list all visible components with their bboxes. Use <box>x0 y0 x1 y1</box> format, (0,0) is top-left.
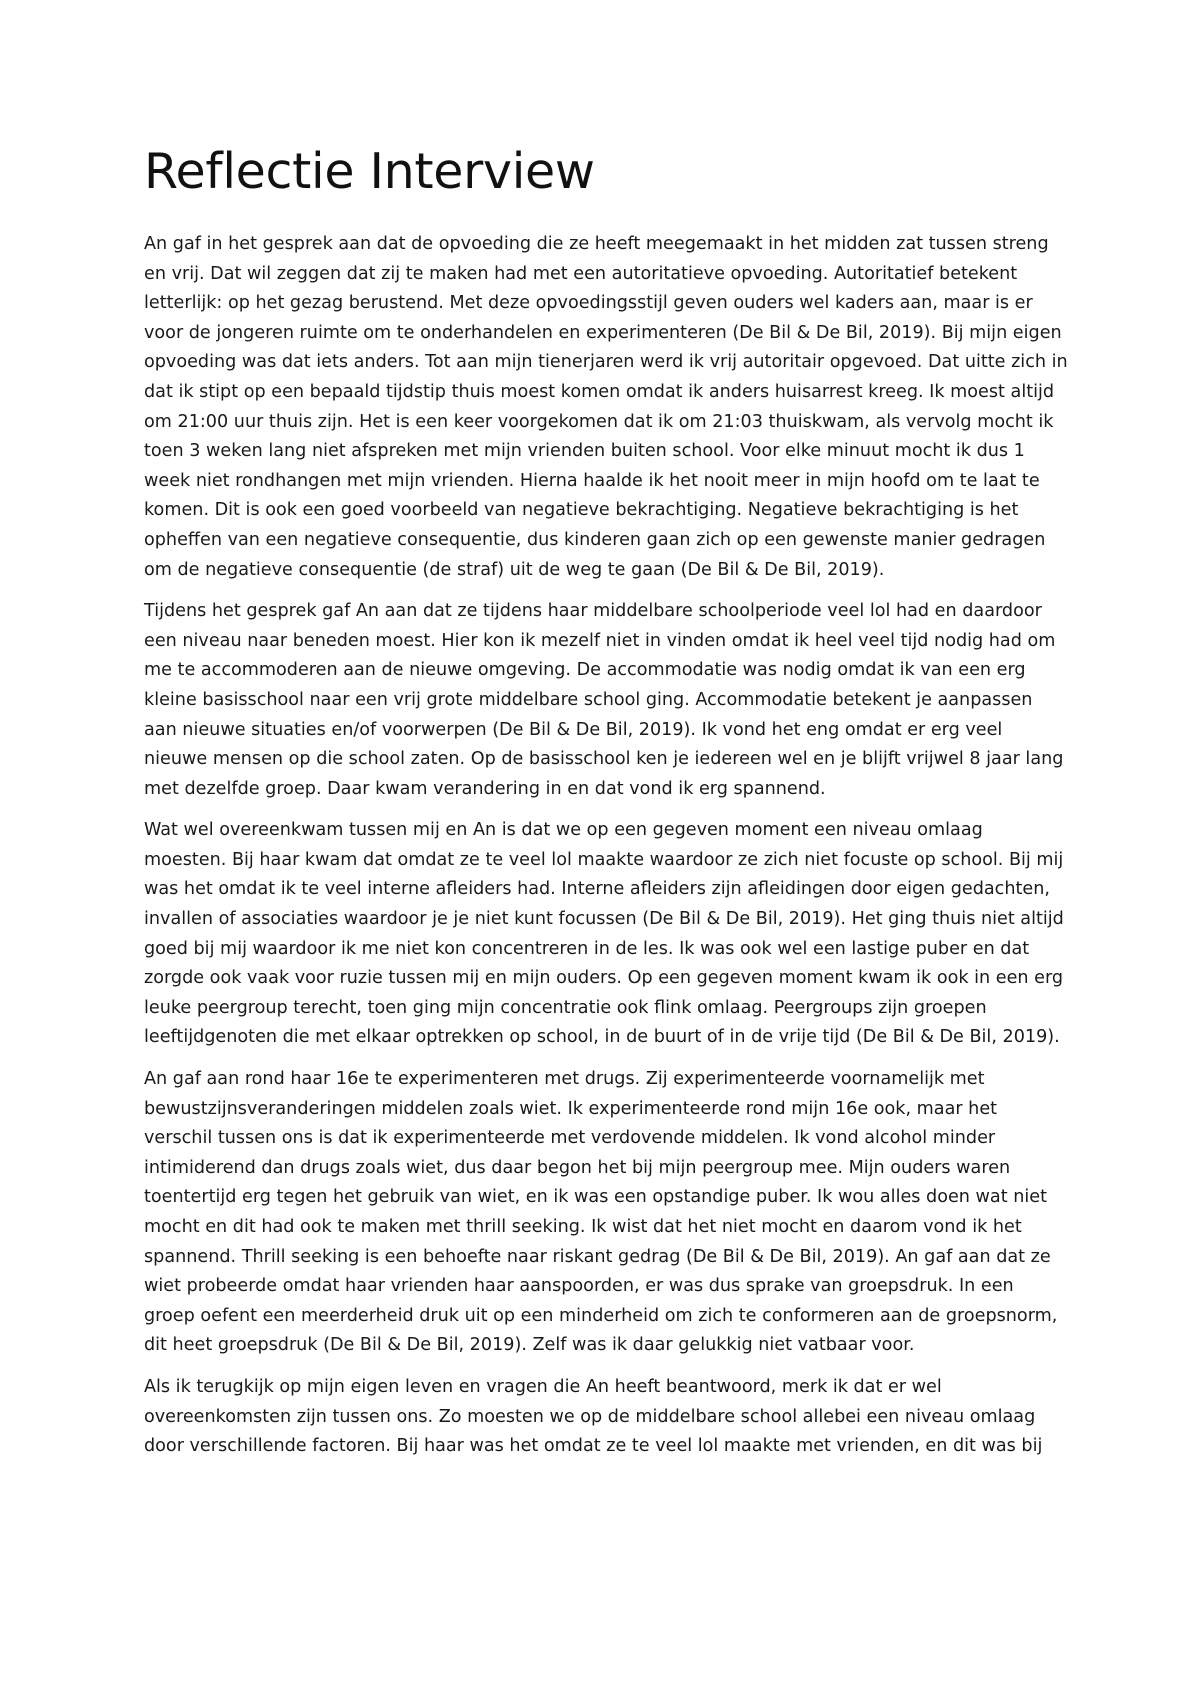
paragraph-reflection: Als ik terugkijk op mijn eigen leven en vragen die An heeft beantwoord, merk ik dat er wel overeenkomsten zijn tussen ons. Zo moesten we op de middelbare school allebei een niveau omlaag door verschillende factoren. Bij haar was het omdat ze te veel lol maakte met vrienden, en dit was bij <box>144 1376 1043 1457</box>
paragraph-upbringing: An gaf in het gesprek aan dat de opvoeding die ze heeft meegemaakt in het midden zat tussen streng en vrij. Dat wil zeggen dat zij te maken had met een autoritatieve opvoeding. Autoritatief betekent letterlijk: op het gezag berustend. Met deze opvoedingsstijl geven ouders wel kaders aan, maar is er voor de jongeren ruimte om te onderhandelen en experimenteren (De Bil & De Bil, 2019). Bij mijn eigen opvoeding was dat iets anders. Tot aan mijn tienerjaren werd ik vrij autoritair opgevoed. Dat uitte zich in dat ik stipt op een bepaald tijdstip thuis moest komen omdat ik anders huisarrest kreeg. Ik moest altijd om 21:00 uur thuis zijn. Het is een keer voorgekomen dat ik om 21:03 thuiskwam, als vervolg mocht ik toen 3 weken lang niet afspreken met mijn vrienden buiten school. Voor elke minuut mocht ik dus 1 week niet rondhangen met mijn vrienden. Hierna haalde ik het nooit meer in mijn hoofd om te laat te komen. Dit is ook een goed voorbeeld van negatieve bekrachtiging. Negatieve bekrachtiging is het opheffen van een negatieve consequentie, dus kinderen gaan zich op een gewenste manier gedragen om de negatieve consequentie (de straf) uit de weg te gaan (De Bil & De Bil, 2019). <box>144 234 1068 580</box>
paragraph-school-period: Tijdens het gesprek gaf An aan dat ze tijdens haar middelbare schoolperiode veel lol had en daardoor een niveau naar beneden moest. Hier kon ik mezelf niet in vinden omdat ik heel veel tijd nodig had om me te accommoderen aan de nieuwe omgeving. De accommodatie was nodig omdat ik van een erg kleine basisschool naar een vrij grote middelbare school ging. Accommodatie betekent je aanpassen aan nieuwe situaties en/of voorwerpen (De Bil & De Bil, 2019). Ik vond het eng omdat er erg veel nieuwe mensen op die school zaten. Op de basisschool ken je iedereen wel en je blijft vrijwel 8 jaar lang met dezelfde groep. Daar kwam verandering in en dat vond ik erg spannend. <box>144 601 1064 799</box>
paragraph-level-down: Wat wel overeenkwam tussen mij en An is dat we op een gegeven moment een niveau omlaag moesten. Bij haar kwam dat omdat ze te veel lol maakte waardoor ze zich niet focuste op school. Bij mij was het omdat ik te veel interne afleiders had. Interne afleiders zijn afleidingen door eigen gedachten, invallen of associaties waardoor je je niet kunt focussen (De Bil & De Bil, 2019). Het ging thuis niet altijd goed bij mij waardoor ik me niet kon concentreren in de les. Ik was ook wel een lastige puber en dat zorgde ook vaak voor ruzie tussen mij en mijn ouders. Op een gegeven moment kwam ik ook in een erg leuke peergroup terecht, toen ging mijn concentratie ook flink omlaag. Peergroups zijn groepen leeftijdgenoten die met elkaar optrekken op school, in de buurt of in de vrije tijd (De Bil & De Bil, 2019). <box>144 820 1064 1048</box>
document-title: Reflectie Interview <box>144 143 595 200</box>
paragraph-experimenting: An gaf aan rond haar 16e te experimenteren met drugs. Zij experimenteerde voornamelijk met bewustzijnsveranderingen middelen zoals wiet. Ik experimenteerde rond mijn 16e ook, maar het verschil tussen ons is dat ik experimenteerde met verdovende middelen. Ik vond alcohol minder intimiderend dan drugs zoals wiet, dus daar begon het bij mijn peergroup mee. Mijn ouders waren toentertijd erg tegen het gebruik van wiet, en ik was een opstandige puber. Ik wou alles doen wat niet mocht en dit had ook te maken met thrill seeking. Ik wist dat het niet mocht en daarom vond ik het spannend. Thrill seeking is een behoefte naar riskant gedrag (De Bil & De Bil, 2019). An gaf aan dat ze wiet probeerde omdat haar vrienden haar aanspoorden, er was dus sprake van groepsdruk. In een groep oefent een meerderheid druk uit op een minderheid om zich te conformeren aan de groepsnorm, dit heet groepsdruk (De Bil & De Bil, 2019). Zelf was ik daar gelukkig niet vatbaar voor. <box>144 1069 1058 1356</box>
